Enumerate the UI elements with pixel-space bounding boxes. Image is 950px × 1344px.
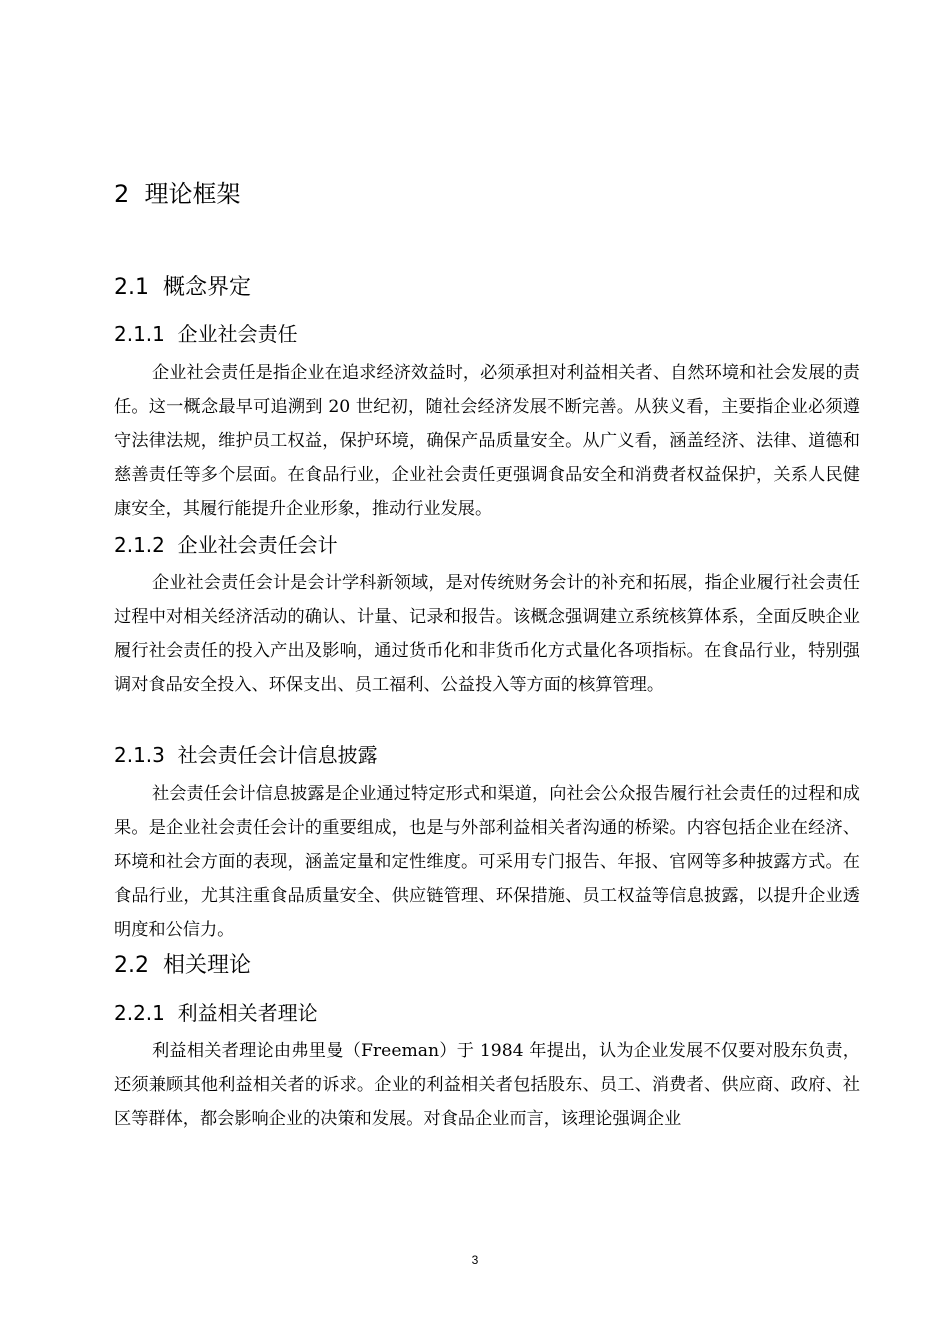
chapter-number: 2 — [114, 180, 130, 208]
subsection-title: 社会责任会计信息披露 — [177, 743, 378, 767]
subsection-number: 2.1.1 — [114, 322, 165, 346]
paragraph-csr-definition: 企业社会责任是指企业在追求经济效益时，必须承担对利益相关者、自然环境和社会发展的责任。这一概念最早可追溯到 20 世纪初，随社会经济发展不断完善。从狭义看，主要指企业必须遵守法律法规，维护员工权益，保护环境，确保产品质量安全。从广义看，涵盖经济、法律、道德和慈善责任等多个层面。在食品行业，企业社会责任更强调食品安全和消费者权益保护，关系人民健康安全，其履行能提升企业形象，推动行业发展。 — [114, 363, 860, 519]
section-heading-2-1 — [114, 270, 251, 301]
section-title: 概念界定 — [163, 275, 252, 300]
subsection-heading-2-1-3 — [114, 739, 378, 768]
section-title: 相关理论 — [163, 953, 252, 978]
paragraph-csr-accounting: 企业社会责任会计是会计学科新领域，是对传统财务会计的补充和拓展，指企业履行社会责任过程中对相关经济活动的确认、计量、记录和报告。该概念强调建立系统核算体系，全面反映企业履行社会责任的投入产出及影响，通过货币化和非货币化方式量化各项指标。在食品行业，特别强调对食品安全投入、环保支出、员工福利、公益投入等方面的核算管理。 — [114, 573, 860, 695]
paragraph-info-disclosure: 社会责任会计信息披露是企业通过特定形式和渠道，向社会公众报告履行社会责任的过程和成果。是企业社会责任会计的重要组成，也是与外部利益相关者沟通的桥梁。内容包括企业在经济、环境和社会方面的表现，涵盖定量和定性维度。可采用专门报告、年报、官网等多种披露方式。在食品行业，尤其注重食品质量安全、供应链管理、环保措施、员工权益等信息披露，以提升企业透明度和公信力。 — [114, 784, 860, 940]
section-heading-2-2 — [114, 948, 251, 979]
section-number: 2.1 — [114, 275, 149, 300]
subsection-heading-2-2-1 — [114, 997, 318, 1026]
subsection-title: 利益相关者理论 — [177, 1001, 318, 1025]
chapter-heading — [114, 174, 241, 209]
subsection-number: 2.2.1 — [114, 1001, 165, 1025]
page-number: 3 — [471, 1253, 479, 1267]
subsection-number: 2.1.3 — [114, 743, 165, 767]
subsection-heading-2-1-1 — [114, 318, 298, 347]
subsection-title: 企业社会责任会计 — [177, 533, 338, 557]
subsection-number: 2.1.2 — [114, 533, 165, 557]
chapter-title: 理论框架 — [144, 180, 241, 208]
paragraph-stakeholder-theory: 利益相关者理论由弗里曼（Freeman）于 1984 年提出，认为企业发展不仅要对股东负责，还须兼顾其他利益相关者的诉求。企业的利益相关者包括股东、员工、消费者、供应商、政府、社区等群体，都会影响企业的决策和发展。对食品企业而言，该理论强调企业 — [114, 1041, 860, 1129]
section-number: 2.2 — [114, 953, 149, 978]
subsection-title: 企业社会责任 — [177, 322, 298, 346]
subsection-heading-2-1-2 — [114, 529, 338, 558]
